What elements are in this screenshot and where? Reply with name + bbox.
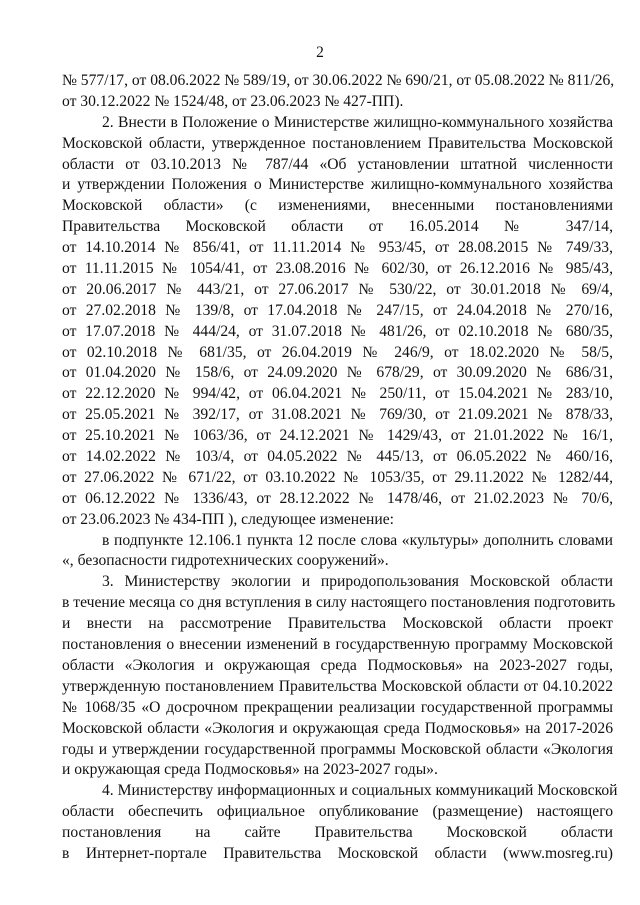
- page-number: 2: [316, 44, 324, 61]
- text-line: от 17.07.2018 № 444/24, от 31.07.2018 № 481/26, от 02.10.2018 № 680/35,: [62, 322, 613, 340]
- text-line: от 11.11.2015 № 1054/41, от 23.08.2016 № 602/30, от 26.12.2016 № 985/43,: [62, 260, 613, 278]
- text-line: от 01.04.2020 № 158/6, от 24.09.2020 № 678/29, от 30.09.2020 № 686/31,: [62, 364, 613, 382]
- text-line: постановления на сайте Правительства Московской области: [62, 824, 613, 842]
- text-line: области от 03.10.2013 № 787/44 «Об установлении штатной численности: [62, 155, 613, 173]
- text-line: в течение месяца со дня вступления в силу настоящего постановления подготовить: [62, 594, 616, 612]
- text-line: Московской области» (с изменениями, внесенными постановлениями: [62, 197, 613, 215]
- text-line: постановления о внесении изменений в государственную программу Московской: [62, 636, 613, 654]
- text-line: от 22.12.2020 № 994/42, от 06.04.2021 № 250/11, от 15.04.2021 № 283/10,: [62, 385, 613, 403]
- text-line: от 02.10.2018 № 681/35, от 26.04.2019 № 246/9, от 18.02.2020 № 58/5,: [62, 343, 613, 361]
- text-line: от 25.10.2021 № 1063/36, от 24.12.2021 № 1429/43, от 21.01.2022 № 16/1,: [62, 427, 613, 445]
- text-line: Правительства Московской области от 16.05.2014 № 347/14,: [62, 218, 613, 236]
- text-line: от 25.05.2021 № 392/17, от 31.08.2021 № 769/30, от 21.09.2021 № 878/33,: [62, 406, 613, 424]
- text-line: области «Экология и окружающая среда Подмосковья» на 2023-2027 годы,: [62, 656, 613, 674]
- text-line: от 14.10.2014 № 856/41, от 11.11.2014 № 953/45, от 28.08.2015 № 749/33,: [62, 239, 613, 257]
- text-line: от 20.06.2017 № 443/21, от 27.06.2017 № 530/22, от 30.01.2018 № 69/4,: [62, 280, 613, 298]
- text-line: «, безопасности гидротехнических сооружений».: [62, 552, 389, 570]
- text-line: в подпункте 12.106.1 пункта 12 после слова «культуры» дополнить словами: [102, 531, 613, 549]
- text-line: от 14.02.2022 № 103/4, от 04.05.2022 № 445/13, от 06.05.2022 № 460/16,: [62, 448, 613, 466]
- text-line: от 27.06.2022 № 671/22, от 03.10.2022 № 1053/35, от 29.11.2022 № 1282/44,: [62, 468, 613, 486]
- text-line: 4. Министерству информационных и социальных коммуникаций Московской: [102, 782, 618, 800]
- text-line: и окружающая среда Подмосковья» на 2023-2027 годы».: [62, 761, 438, 779]
- text-line: области обеспечить официальное опубликование (размещение) настоящего: [62, 803, 613, 821]
- text-line: № 577/17, от 08.06.2022 № 589/19, от 30.06.2022 № 690/21, от 05.08.2022 № 811/26,: [62, 72, 615, 89]
- text-line: и внести на рассмотрение Правительства Московской области проект: [62, 615, 613, 633]
- text-line: и утверждении Положения о Министерстве жилищно-коммунального хозяйства: [62, 176, 613, 194]
- text-line: от 06.12.2022 № 1336/43, от 28.12.2022 № 1478/46, от 21.02.2023 № 70/6,: [62, 489, 613, 507]
- text-line: 2. Внести в Положение о Министерстве жилищно-коммунального хозяйства: [102, 113, 613, 131]
- text-line: от 30.12.2022 № 1524/48, от 23.06.2023 № 427-ПП).: [62, 92, 404, 110]
- text-line: № 1068/35 «О досрочном прекращении реализации государственной программы: [62, 698, 613, 716]
- text-line: Московской области «Экология и окружающая среда Подмосковья» на 2017-2026: [62, 719, 613, 737]
- text-line: от 27.02.2018 № 139/8, от 17.04.2018 № 247/15, от 24.04.2018 № 270/16,: [62, 301, 613, 319]
- text-line: от 23.06.2023 № 434-ПП ), следующее изменение:: [62, 510, 394, 528]
- text-line: утвержденную постановлением Правительства Московской области от 04.10.2022: [62, 677, 613, 695]
- document-body: [62, 71, 618, 865]
- text-line: в Интернет-портале Правительства Московской области (www.mosreg.ru): [62, 844, 613, 862]
- text-line: Московской области, утвержденное постановлением Правительства Московской: [62, 134, 613, 152]
- text-line: годы и утверждении государственной программы Московской области «Экология: [62, 740, 613, 758]
- text-line: 3. Министерству экологии и природопользования Московской области: [102, 573, 613, 591]
